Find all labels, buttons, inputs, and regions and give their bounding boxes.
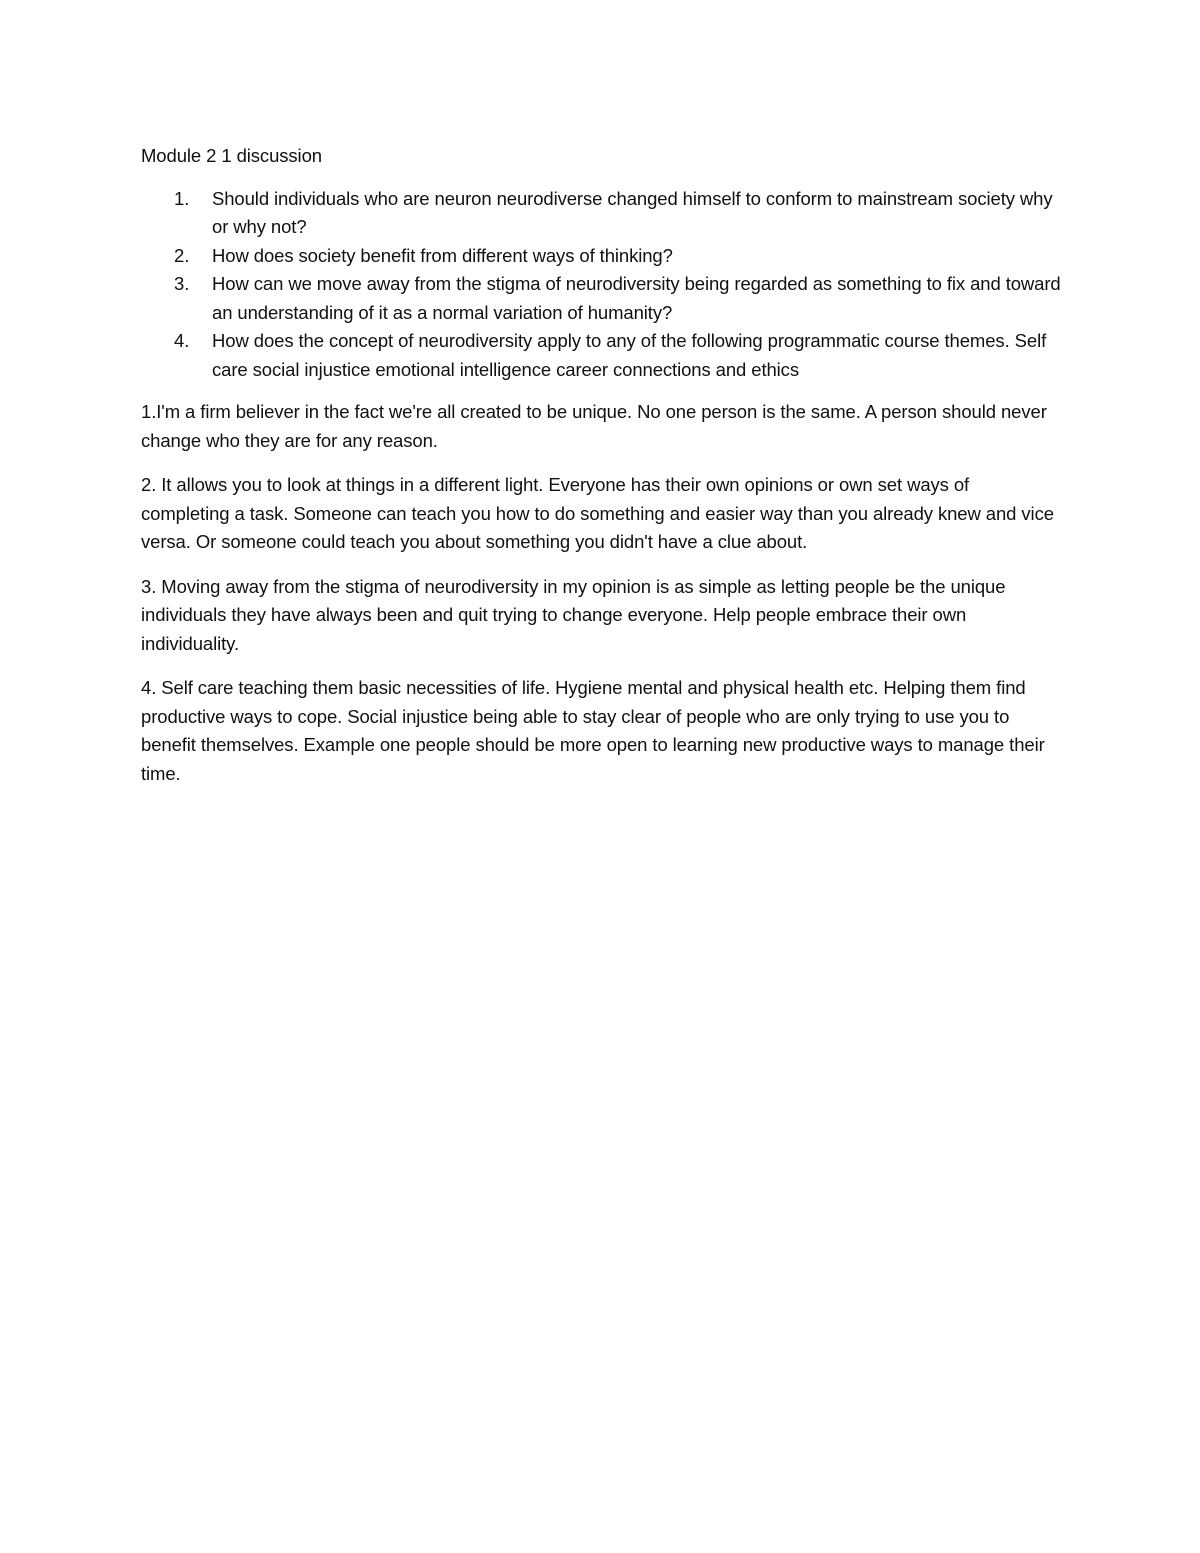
answer-paragraph: 2. It allows you to look at things in a different light. Everyone has their own opinions or own set ways of completing a task. Someone can teach you how to do something and easier way than you already knew and vice versa. Or someone could teach you about something you didn't have a clue about. <box>141 474 1054 552</box>
question-number: 4. <box>174 330 190 351</box>
answer-paragraph: 1.I'm a firm believer in the fact we're all created to be unique. No one person is the same. A person should never change who they are for any reason. <box>141 401 1047 451</box>
question-item <box>141 185 1061 242</box>
document-title: Module 2 1 discussion <box>141 145 322 166</box>
answer-paragraph: 4. Self care teaching them basic necessities of life. Hygiene mental and physical health etc. Helping them find productive ways to cope. Social injustice being able to stay clear of people who are only trying to use you to benefit themselves. Example one people should be more open to learning new productive ways to manage their time. <box>141 677 1045 784</box>
question-item <box>141 327 1061 384</box>
question-item <box>141 270 1061 327</box>
document-body <box>141 142 1061 804</box>
answer-paragraph: 3. Moving away from the stigma of neurodiversity in my opinion is as simple as letting people be the unique individuals they have always been and quit trying to change everyone. Help people embrace their own individuality. <box>141 575 1006 654</box>
question-list <box>141 185 1061 385</box>
question-number: 3. <box>174 273 190 294</box>
question-text: How does society benefit from different ways of thinking? <box>212 244 673 266</box>
question-text: How does the concept of neurodiversity apply to any of the following programmatic course themes. Self care social injustice emotional intelligence career connections and ethics <box>212 330 1047 380</box>
question-number: 1. <box>174 187 190 209</box>
question-number: 2. <box>174 244 190 266</box>
question-item <box>141 242 1061 271</box>
question-text: Should individuals who are neuron neurodiverse changed himself to conform to mainstream society why or why not? <box>212 187 1053 237</box>
question-text: How can we move away from the stigma of neurodiversity being regarded as something to fix and toward an understanding of it as a normal variation of humanity? <box>212 273 1061 323</box>
